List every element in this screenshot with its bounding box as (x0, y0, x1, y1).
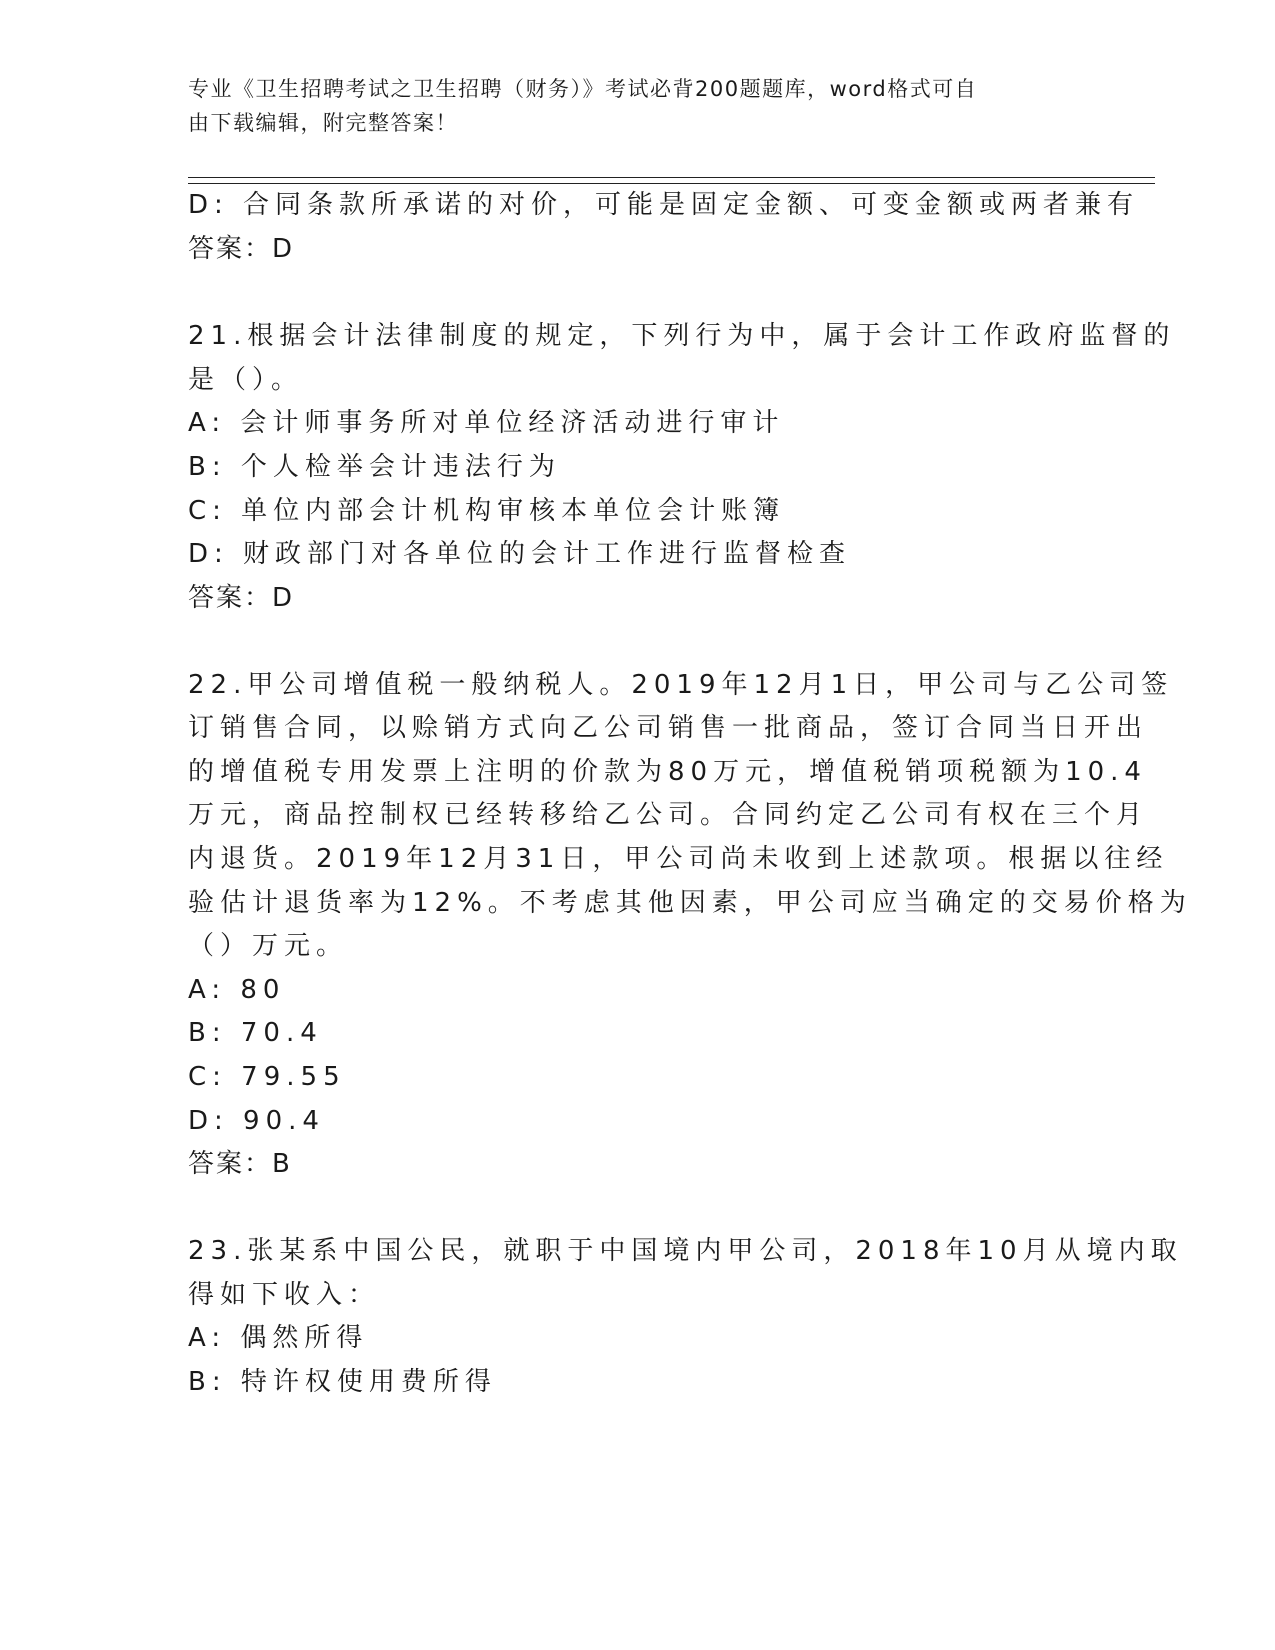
q22-stem-line-2: 订销售合同，以赊销方式向乙公司销售一批商品，签订合同当日开出 (188, 713, 1149, 743)
q23-option-b: B: 特许权使用费所得 (188, 1367, 497, 1397)
q21-stem-line-1: 21.根据会计法律制度的规定，下列行为中，属于会计工作政府监督的 (188, 321, 1176, 351)
prev-answer: 答案：D (188, 234, 295, 264)
document-header (188, 72, 1068, 140)
q21-option-c: C: 单位内部会计机构审核本单位会计账簿 (188, 496, 786, 526)
q22-answer: 答案：B (188, 1149, 292, 1179)
q21-answer: 答案：D (188, 583, 295, 613)
q21-option-b: B: 个人检举会计违法行为 (188, 452, 561, 482)
q22-stem-line-5: 内退货。2019年12月31日，甲公司尚未收到上述款项。根据以往经 (188, 844, 1169, 874)
q22-option-b: B: 70.4 (188, 1018, 323, 1048)
q23-stem-line-2: 得如下收入： (188, 1280, 381, 1310)
q21-option-a: A: 会计师事务所对单位经济活动进行审计 (188, 408, 785, 438)
prev-option-d: D: 合同条款所承诺的对价，可能是固定金额、可变金额或两者兼有 (188, 190, 1140, 220)
q22-option-c: C: 79.55 (188, 1062, 346, 1092)
q22-option-a: A: 80 (188, 975, 286, 1005)
q21-option-d: D: 财政部门对各单位的会计工作进行监督检查 (188, 539, 852, 569)
q22-option-d: D: 90.4 (188, 1106, 325, 1136)
header-title-line-1: 专业《卫生招聘考试之卫生招聘（财务）》考试必背200题题库，word格式可自 (188, 77, 978, 101)
q23-option-a: A: 偶然所得 (188, 1323, 369, 1353)
q22-stem-line-4: 万元，商品控制权已经转移给乙公司。合同约定乙公司有权在三个月 (188, 800, 1149, 830)
q21-stem-line-2: 是（）。 (188, 365, 304, 395)
q22-stem-line-1: 22.甲公司增值税一般纳税人。2019年12月1日，甲公司与乙公司签 (188, 670, 1174, 700)
q22-stem-line-3: 的增值税专用发票上注明的价款为80万元，增值税销项税额为10.4 (188, 757, 1147, 787)
header-divider-top (188, 177, 1155, 178)
q22-stem-line-7: （）万元。 (188, 931, 349, 961)
header-title-line-2: 由下载编辑，附完整答案！ (188, 111, 458, 135)
q23-stem-line-1: 23.张某系中国公民，就职于中国境内甲公司，2018年10月从境内取 (188, 1236, 1183, 1266)
q22-stem-line-6: 验估计退货率为12%。不考虑其他因素，甲公司应当确定的交易价格为 (188, 888, 1192, 918)
